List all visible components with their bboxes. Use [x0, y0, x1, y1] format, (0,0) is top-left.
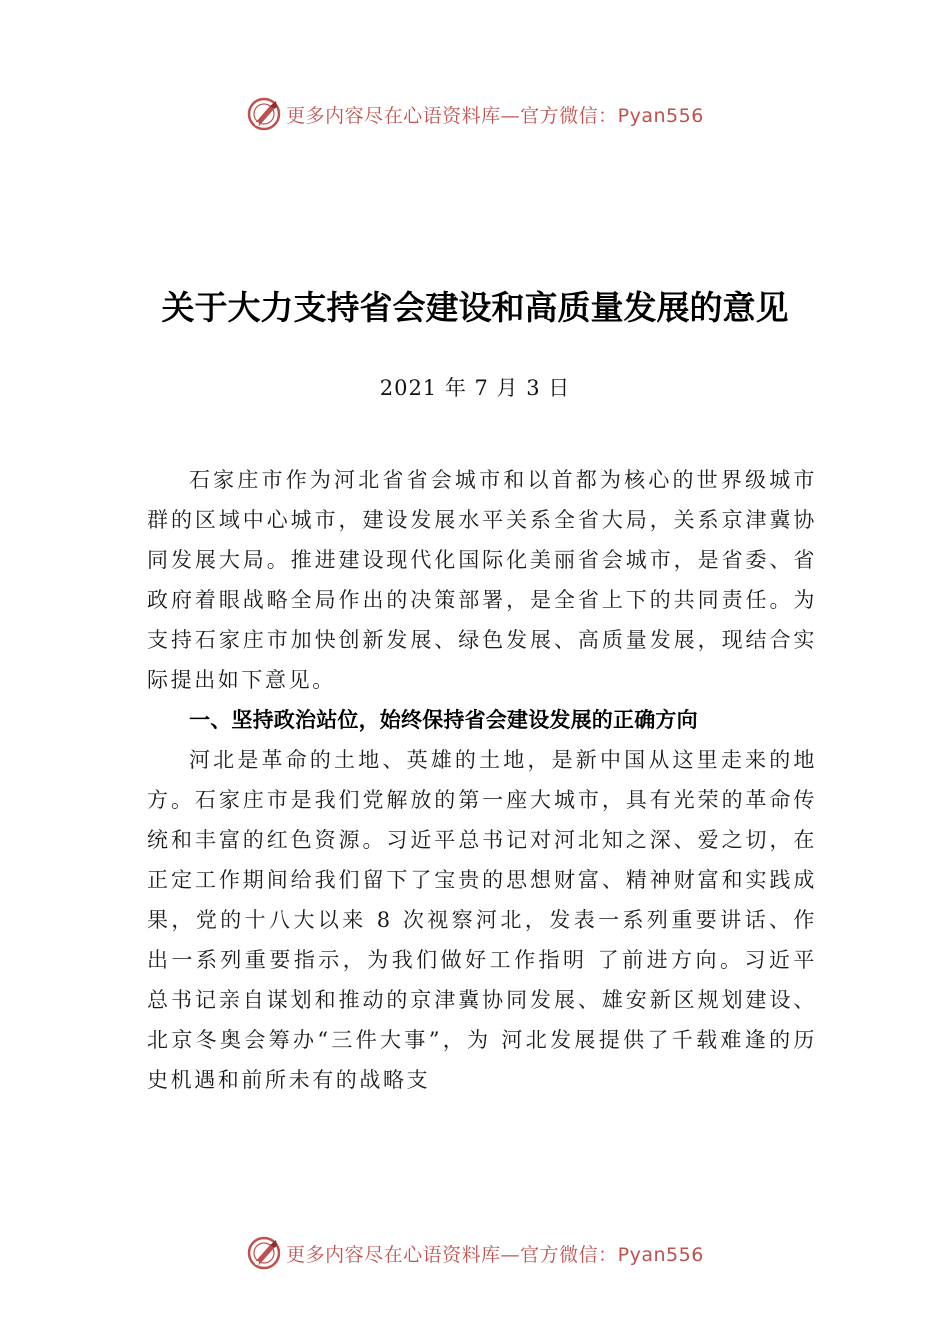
header-wechat-id: Pyan556: [617, 104, 704, 127]
footer-banner: [0, 1233, 950, 1273]
document-body: [147, 460, 817, 1100]
section-heading-1: 一、坚持政治站位，始终保持省会建设发展的正确方向: [189, 708, 698, 732]
document-date: 2021 年 7 月 3 日: [379, 376, 571, 400]
paragraph-intro: 石家庄市作为河北省省会城市和以首都为核心的世界级城市群的区域中心城市，建设发展水平关系全省大局，关系京津冀协同发展大局。推进建设现代化国际化美丽省会城市，是省委、省政府着眼战略全局作出的决策部署，是全省上下的共同责任。为支持石家庄市加快创新发展、绿色发展、高质量发展，现结合实际提出如下意见。: [147, 468, 817, 692]
footer-banner-label: 更多内容尽在心语资料库—官方微信：: [286, 1243, 618, 1266]
header-banner-text: [286, 101, 704, 128]
pen-nib-seal-icon: [246, 96, 282, 132]
header-banner: [0, 94, 950, 134]
paragraph-section-1: 河北是革命的土地、英雄的土地，是新中国从这里走来的地方。石家庄市是我们党解放的第一座大城市，具有光荣的革命传统和丰富的红色资源。习近平总书记对河北知之深、爱之切，在正定工作期间给我们留下了宝贵的思想财富、精神财富和实践成果，党的十八大以来 8 次视察河北，发表一系列重要讲话、作出一系列重要指示，为我们做好工作指明 了前进方向。习近平总书记亲自谋划和推动的京津冀协同发展、雄安新区规划建设、北京冬奥会筹办“三件大事”，为 河北发展提供了千载难逢的历史机遇和前所未有的战略支: [147, 748, 817, 1092]
document-title: 关于大力支持省会建设和高质量发展的意见: [161, 288, 789, 328]
header-banner-label: 更多内容尽在心语资料库—官方微信：: [286, 104, 618, 127]
footer-banner-text: [286, 1240, 704, 1267]
pen-nib-seal-icon: [246, 1235, 282, 1271]
footer-wechat-id: Pyan556: [617, 1243, 704, 1266]
